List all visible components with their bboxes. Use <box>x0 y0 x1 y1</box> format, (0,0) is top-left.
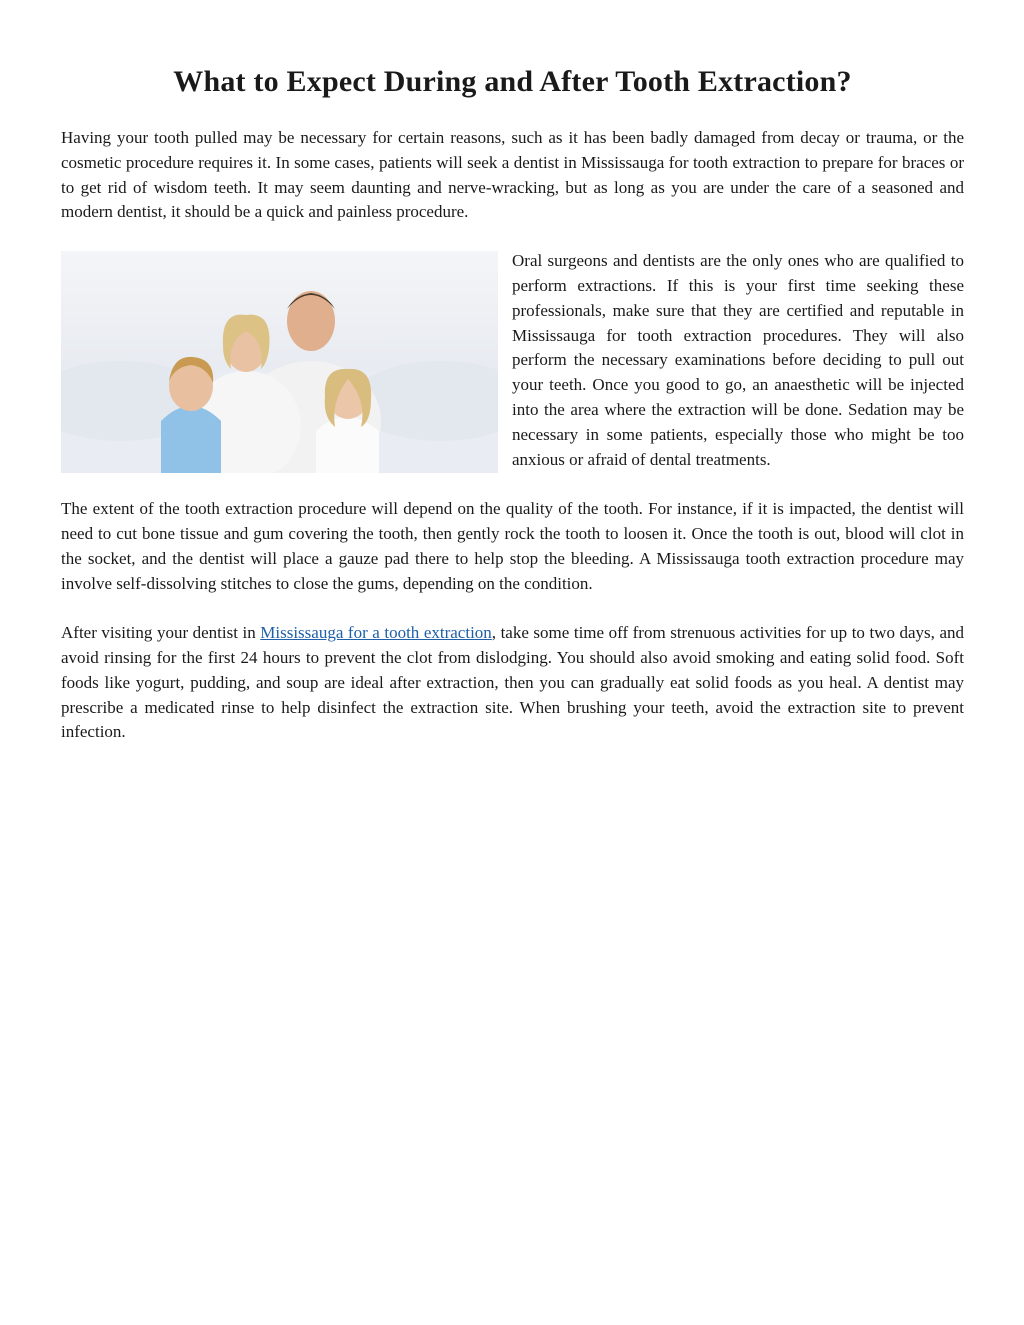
extraction-link[interactable]: Mississauga for a tooth extraction <box>260 623 492 643</box>
paragraph-qualifications: Oral surgeons and dentists are the only ones who are qualified to perform extractions. If this is your first time seeking these professionals, make sure that they are certified and reputable in Mississauga for tooth extraction procedures. They will also perform the necessary examinations before deciding to pull out your teeth. Once you good to go, an anaesthetic will be injected into the area where the extraction will be done. Sedation may be necessary in some patients, especially those who might be too anxious or afraid of dental treatments. <box>512 251 964 469</box>
document-page <box>61 0 964 745</box>
paragraph-procedure: The extent of the tooth extraction procedure will depend on the quality of the tooth. For instance, if it is impacted, the dentist will need to cut bone tissue and gum covering the tooth, then gently rock the tooth to loosen it. Once the tooth is out, blood will clot in the socket, and the dentist will place a gauze pad there to help stop the bleeding. A Mississauga tooth extraction procedure may involve self-dissolving stitches to close the gums, depending on the condition. <box>61 499 964 593</box>
aftercare-text-end: , take some time off from strenuous activities for up to two days, and avoid rinsing for the first 24 hours to prevent the clot from dislodging. You should also avoid smoking and eating solid food. Soft foods like yogurt, pudding, and soup are ideal after extraction, then you can gradually eat solid foods as you heal. A dentist may prescribe a medicated rinse to help disinfect the extraction site. When brushing your teeth, avoid the extraction site to prevent infection. <box>61 623 964 742</box>
section-with-photo <box>61 249 964 472</box>
family-photo-illustration <box>61 251 498 473</box>
paragraph-intro: Having your tooth pulled may be necessary for certain reasons, such as it has been badly damaged from decay or trauma, or the cosmetic procedure requires it. In some cases, patients will seek a dentist in Mississauga for tooth extraction to prepare for braces or to get rid of wisdom teeth. It may seem daunting and nerve-wracking, but as long as you are under the care of a seasoned and modern dentist, it should be a quick and painless procedure. <box>61 128 964 222</box>
family-photo <box>61 251 498 473</box>
aftercare-text-start: After visiting your dentist in <box>61 623 261 643</box>
page-title: What to Expect During and After Tooth Extraction? <box>173 65 852 98</box>
paragraph-aftercare <box>61 621 964 745</box>
